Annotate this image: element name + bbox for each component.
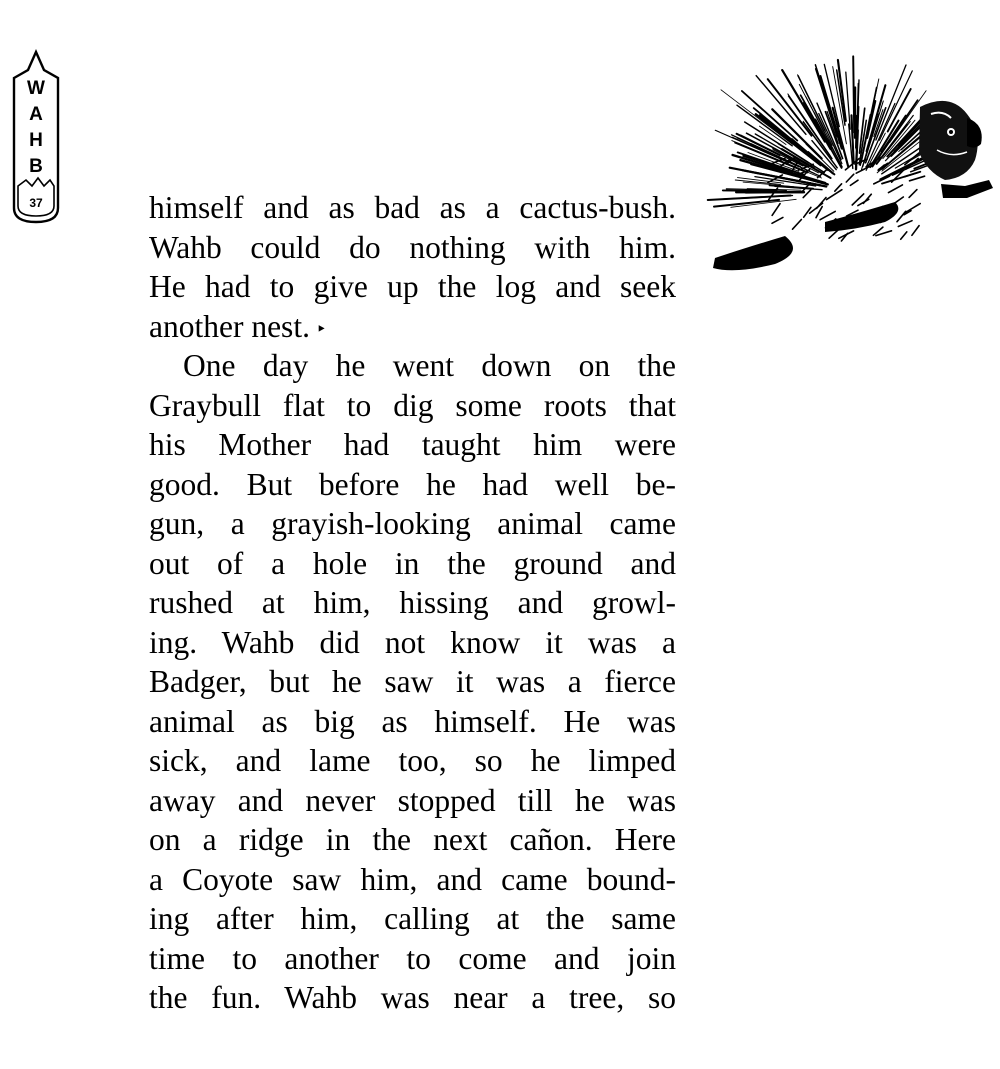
running-head-shield <box>6 48 66 228</box>
fur-stroke <box>912 226 919 236</box>
fur-stroke <box>850 180 858 185</box>
fur-stroke <box>863 194 871 203</box>
paragraph-start-line: One day he went down on the <box>183 348 676 383</box>
text-line <box>149 307 676 347</box>
text-line: Badger, but he saw it was a fierce <box>149 664 676 699</box>
fur-stroke <box>793 220 802 230</box>
text-line: Graybull flat to dig some roots that <box>149 387 676 423</box>
fur-stroke <box>772 204 780 216</box>
text-line: his Mother had taught him were <box>149 427 676 462</box>
fur-stroke <box>909 190 917 198</box>
text-line: ing. Wahb did not know it was a <box>149 624 676 660</box>
stray-mark-icon: ‣ <box>315 318 327 339</box>
page-number: 37 <box>29 196 43 210</box>
fur-stroke <box>910 176 925 181</box>
fur-stroke <box>905 204 921 213</box>
text-line: a Coyote saw him, and came bound- <box>149 861 676 897</box>
fur-stroke <box>897 211 906 221</box>
fur-stroke <box>846 174 854 182</box>
text-line: time to another to come and join <box>149 940 676 976</box>
shield-icon <box>6 48 66 228</box>
fur-stroke <box>772 217 783 223</box>
text-line: out of a hole in the ground and <box>149 545 676 581</box>
text-line: away and never stopped till he was <box>149 782 676 818</box>
fur-stroke <box>889 185 903 193</box>
text-line: rushed at him, hissing and growl- <box>149 585 676 620</box>
text-line: gun, a grayish-looking animal came <box>149 506 676 541</box>
fur-stroke <box>901 232 907 239</box>
porcupine-illustration <box>705 52 995 280</box>
text-line: himself and as bad as a cactus-bush. <box>149 190 676 225</box>
fur-stroke <box>904 173 918 177</box>
fur-stroke <box>898 221 912 227</box>
text-line: good. But before he had well be- <box>149 466 676 502</box>
body-text <box>149 188 676 1018</box>
text-line-content: another nest. <box>149 308 310 344</box>
text-line: the fun. Wahb was near a tree, so <box>149 980 676 1015</box>
text-line: sick, and lame too, so he limped <box>149 743 676 778</box>
head-letter-w: W <box>27 78 45 99</box>
head-letter-h: H <box>29 130 43 151</box>
fur-stroke <box>856 166 870 173</box>
text-line: ing after him, calling at the same <box>149 901 676 936</box>
porcupine-icon <box>705 52 995 280</box>
text-line: animal as big as himself. He was <box>149 703 676 739</box>
quill-stroke <box>723 190 777 191</box>
text-line: on a ridge in the next cañon. Here <box>149 822 676 857</box>
text-line: Wahb could do nothing with him. <box>149 229 676 265</box>
head-letter-a: A <box>29 104 43 125</box>
head-letter-b: B <box>29 156 43 177</box>
fur-stroke <box>820 211 835 219</box>
fur-stroke <box>803 190 811 198</box>
text-line: He had to give up the log and seek <box>149 269 676 304</box>
